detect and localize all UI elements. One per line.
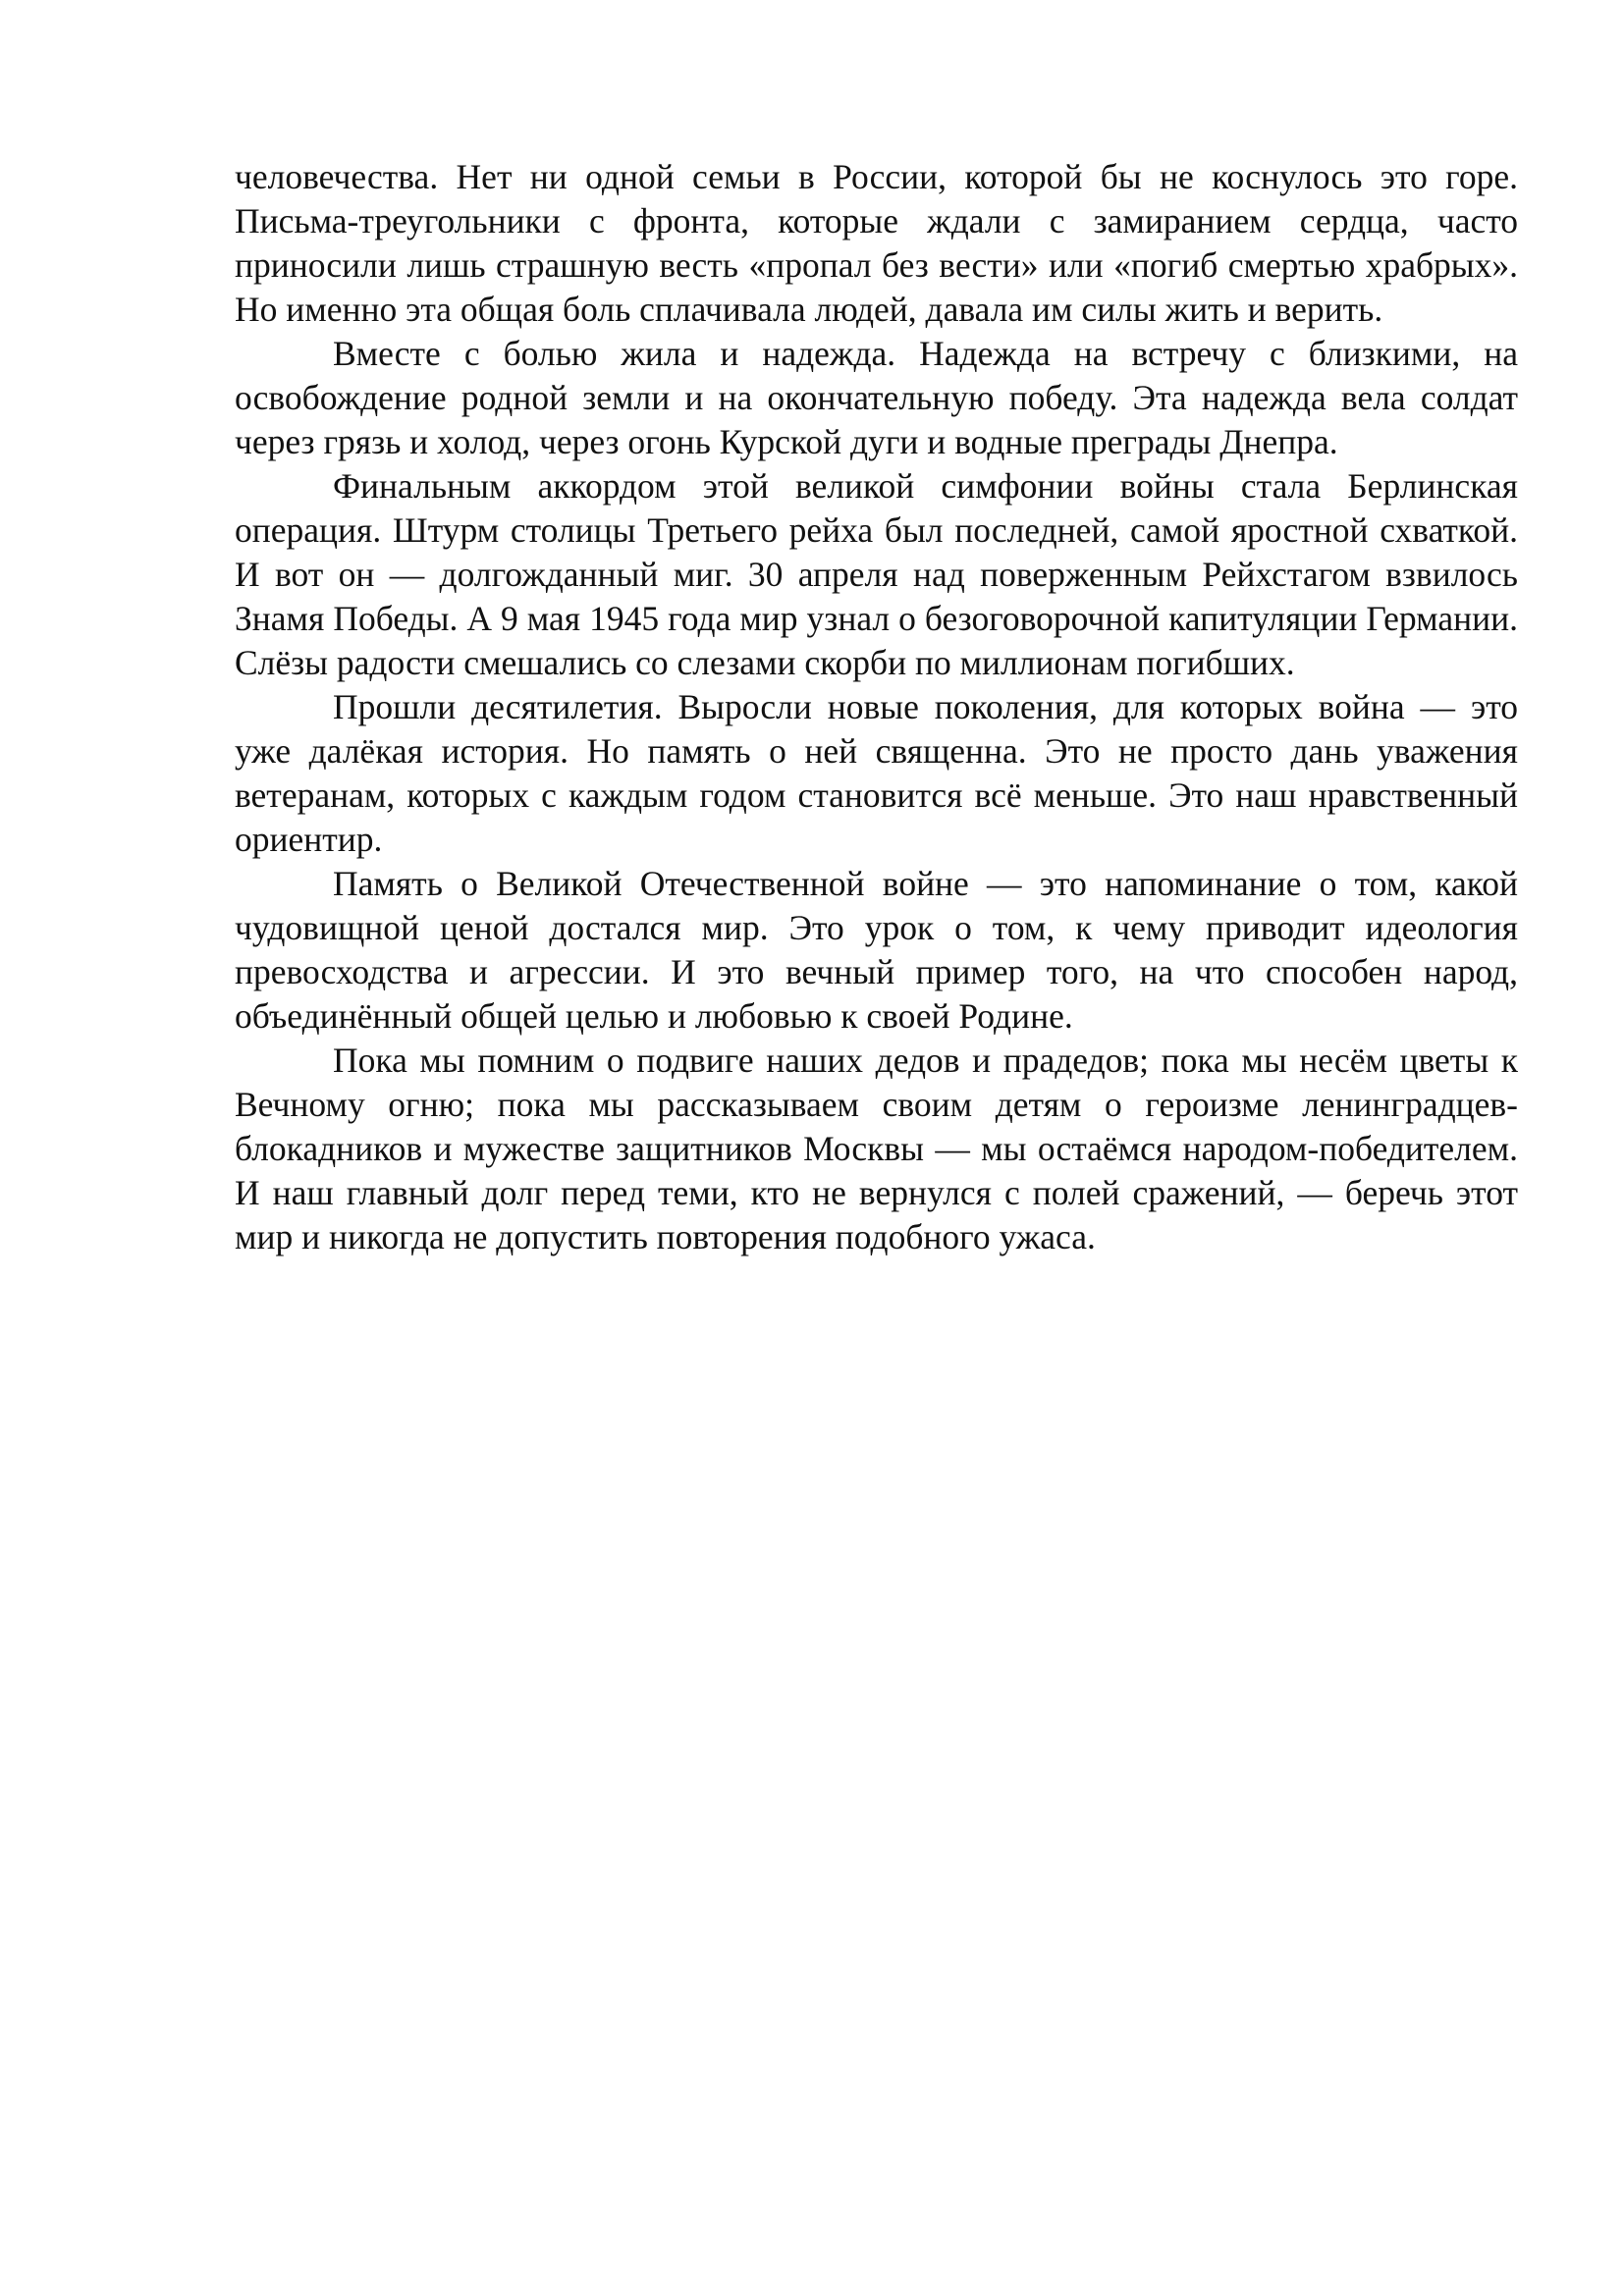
paragraph-memory: Память о Великой Отечественной войне — это напоминание о том, какой чудовищной ценой достался мир. Это урок о том, к чему приводит идеология превосходства и агрессии. И это вечный пример того, на что способен народ, объединённый общей целью и любовью к своей Родине. [235, 864, 1518, 1036]
paragraph-hope: Вместе с болью жила и надежда. Надежда на встречу с близкими, на освобождение родной земли и на окончательную победу. Эта надежда вела солдат через грязь и холод, через огонь Курской дуги и водные преграды Днепра. [235, 334, 1518, 461]
paragraph-duty: Пока мы помним о подвиге наших дедов и прадедов; пока мы несём цветы к Вечному огню; пока мы рассказываем своим детям о героизме ленинградцев-блокадников и мужестве защитников Москвы — мы остаёмся народом-победителем. И наш главный долг перед теми, кто не вернулся с полей сражений, — беречь этот мир и никогда не допустить повторения подобного ужаса. [235, 1041, 1518, 1256]
paragraph-decades: Прошли десятилетия. Выросли новые поколения, для которых война — это уже далёкая история. Но память о ней священна. Это не просто дань уважения ветеранам, которых с каждым годом становится всё меньше. Это наш нравственный ориентир. [235, 687, 1518, 859]
document-body [235, 155, 1518, 1259]
paragraph-continuation: человечества. Нет ни одной семьи в России, которой бы не коснулось это горе. Письма-треугольники с фронта, которые ждали с замиранием сердца, часто приносили лишь страшную весть «пропал без вести» или «погиб смертью храбрых». Но именно эта общая боль сплачивала людей, давала им силы жить и верить. [235, 157, 1518, 329]
paragraph-berlin-operation: Финальным аккордом этой великой симфонии войны стала Берлинская операция. Штурм столицы Третьего рейха был последней, самой яростной схваткой. И вот он — долгожданный миг. 30 апреля над поверженным Рейхстагом взвилось Знамя Победы. А 9 мая 1945 года мир узнал о безоговорочной капитуляции Германии. Слёзы радости смешались со слезами скорби по миллионам погибших. [235, 466, 1518, 682]
